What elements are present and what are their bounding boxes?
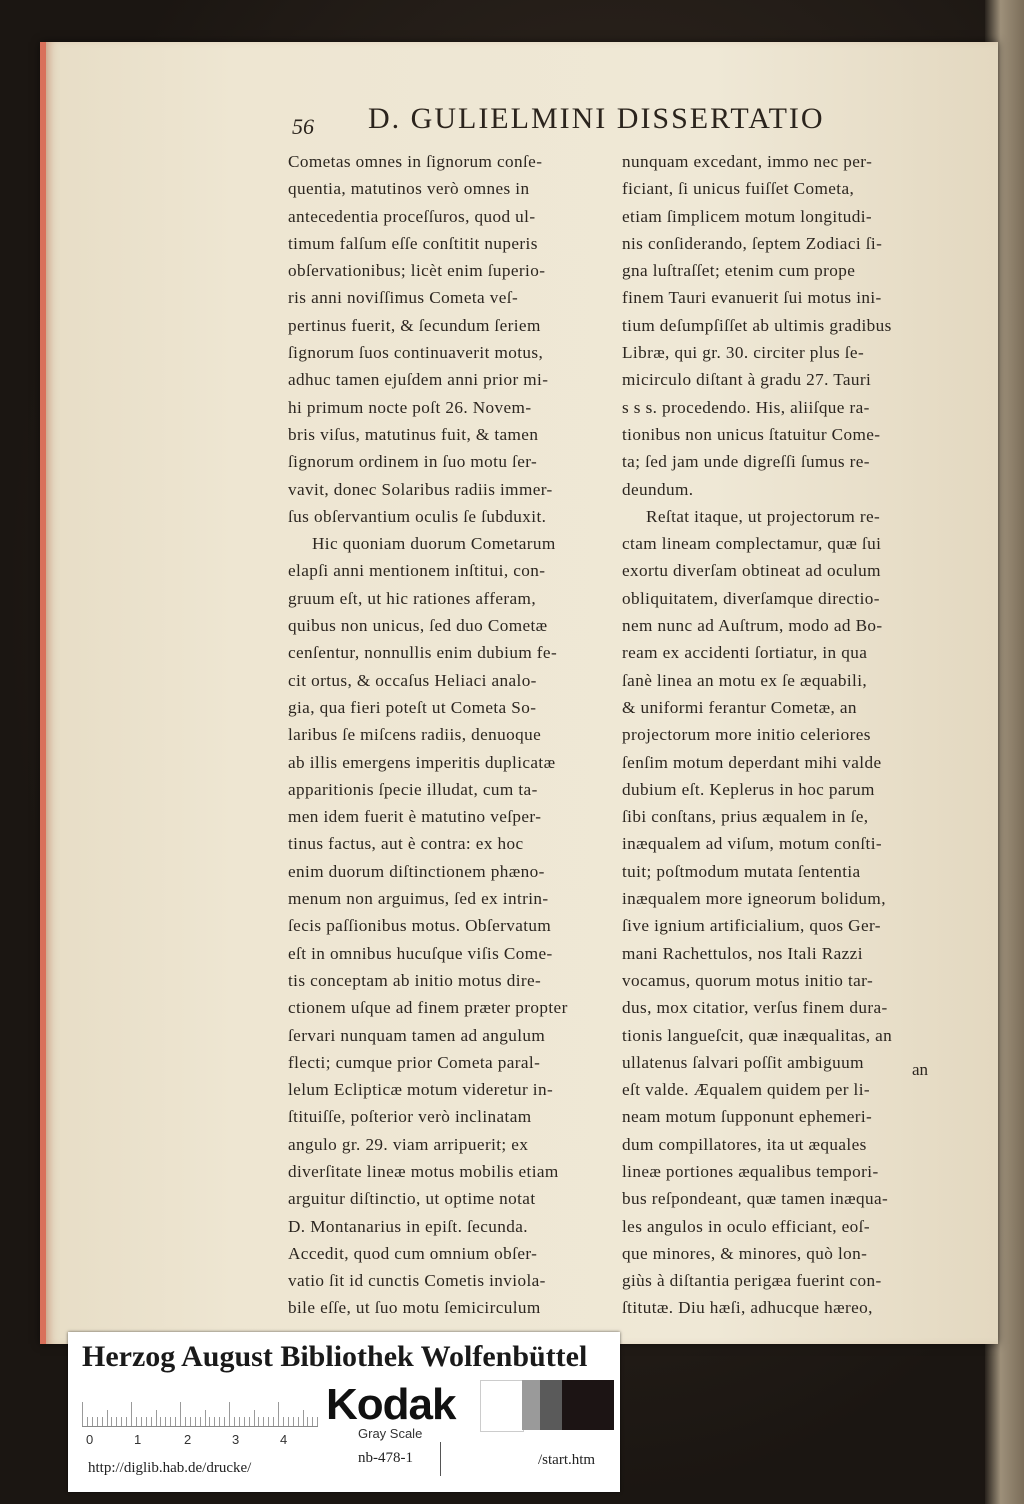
ruler-tick [121,1417,122,1426]
text-line: ſignorum ordinem in ſuo motu ſer- [288,452,538,472]
ruler-tick [195,1417,196,1426]
ruler-tick [307,1417,308,1426]
text-line: hi primum nocte poſt 26. Novem- [288,397,532,417]
text-line: ficiant, ſi unicus fuiſſet Cometa, [622,179,855,199]
text-line: timum falſum eſſe conſtitit nuperis [288,233,538,253]
ruler-tick [180,1402,181,1426]
text-line: quibus non unicus, ſed duo Cometæ [288,616,548,636]
text-line: dum compillatores, ita ut æquales [622,1134,867,1154]
text-line: diverſitate lineæ motus mobilis etiam [288,1161,559,1181]
ruler-tick [214,1417,215,1426]
text-line: ſive ignium artificialium, quos Ger- [622,916,881,936]
text-line: ſenſim motum deperdant mihi valde [622,752,882,772]
gray-swatch-mid [540,1380,562,1430]
ruler-number: 3 [232,1432,240,1447]
ruler-tick [82,1402,83,1426]
ruler-tick [126,1417,127,1426]
shelfmark: nb-478-1 [358,1450,413,1466]
text-line: antecedentia proceſſuros, quod ul- [288,206,536,226]
text-line: vatio ſit id cunctis Cometis inviola- [288,1271,546,1291]
text-line: apparitionis ſpecie illudat, cum ta- [288,779,538,799]
text-line: nem nunc ad Auſtrum, modo ad Bo- [622,616,883,636]
ruler-tick [244,1417,245,1426]
text-line: ſignorum ſuos continuaverit motus, [288,343,544,363]
page-header [292,100,852,144]
ruler-tick [209,1417,210,1426]
text-line: ſus obſervantium oculis ſe ſubduxit. [288,506,547,526]
gray-swatch-white [480,1380,524,1432]
ruler-tick [303,1410,304,1426]
text-line: quentia, matutinos verò omnes in [288,179,530,199]
text-line: ſecis paſſionibus motus. Obſervatum [288,916,552,936]
start-link: /start.htm [538,1452,596,1468]
ruler-tick [97,1417,98,1426]
text-line: & uniformi ferantur Cometæ, an [622,697,857,717]
text-line: vavit, donec Solaribus radiis immer- [288,479,553,499]
text-line: nunquam excedant, immo nec per- [622,152,873,171]
ruler-tick [288,1417,289,1426]
text-line: finem Tauri evanuerit ſui motus ini- [622,288,882,308]
text-line: Accedit, quod cum omnium obſer- [288,1243,538,1263]
text-line: vocamus, quorum motus initio tar- [622,970,874,990]
text-line: dus, mox citatior, verſus finem dura- [622,998,888,1018]
text-line: inæqualem more igneorum bolidum, [622,889,886,909]
ruler-tick [254,1410,255,1426]
ruler-tick [175,1417,176,1426]
text-line: obſervationibus; licèt enim ſuperio- [288,261,546,281]
text-line: deundum. [622,479,694,499]
text-line: tionis langueſcit, quæ inæqualitas, an [622,1025,893,1045]
gray-scale-label: Gray Scale [358,1426,423,1441]
text-line: tinus factus, aut è contra: ex hoc [288,834,524,854]
ruler-tick [136,1417,137,1426]
text-line: tium deſumpſiſſet ab ultimis gradibus [622,315,892,335]
text-line: gia, qua fieri poteſt ut Cometa So- [288,697,537,717]
ruler-tick [146,1417,147,1426]
catchword: an [912,1060,929,1079]
text-line: adhuc tamen ejuſdem anni prior mi- [288,370,549,390]
ruler-tick [156,1410,157,1426]
text-line: ta; ſed jam unde digreſſi ſumus re- [622,452,870,472]
diglib-url: http://diglib.hab.de/drucke/ [88,1460,252,1476]
ruler-tick [234,1417,235,1426]
text-line: les angulos in oculo efficiant, eoſ- [622,1216,870,1236]
text-line: eſt in omnibus hucuſque viſis Come- [288,943,553,963]
ruler-tick [263,1417,264,1426]
text-line: bris viſus, matutinus fuit, & tamen [288,424,539,444]
text-line: ris anni noviſſimus Cometa veſ- [288,288,519,308]
ruler-number: 1 [134,1432,142,1447]
text-line: tionibus non unicus ſtatuitur Come- [622,424,881,444]
text-line: ſtitutæ. Diu hæſi, adhucque hæreo, [622,1298,873,1318]
text-line: projectorum more initio celeriores [622,725,871,745]
text-line: ſtituiſſe, poſterior verò inclinatam [288,1107,532,1127]
text-line: gruum eſt, ut hic rationes afferam, [288,588,537,608]
ruler-tick [258,1417,259,1426]
text-line: tis conceptam ab initio motus dire- [288,970,542,990]
ruler-tick [107,1410,108,1426]
text-line: menum non arguimus, ſed ex intrin- [288,889,549,909]
ruler-tick [273,1417,274,1426]
ruler-tick [102,1417,103,1426]
ruler-tick [151,1417,152,1426]
text-line: gna luſtraſſet; etenim cum prope [622,261,856,281]
ruler-tick [268,1417,269,1426]
ruler-tick [141,1417,142,1426]
text-line: Libræ, qui gr. 30. circiter plus ſe- [622,343,865,363]
ruler-tick [205,1410,206,1426]
text-line: cenſentur, nonnullis enim dubium fe- [288,643,558,663]
page-number: 56 [292,114,314,139]
ruler-tick [190,1417,191,1426]
text-line: Reſtat itaque, ut projectorum re- [646,506,881,526]
text-line: s s s. procedendo. His, aliiſque ra- [622,397,870,417]
ruler-tick [219,1417,220,1426]
ruler-tick [249,1417,250,1426]
ruler-tick [92,1417,93,1426]
right-text-column [622,148,954,1322]
text-line: ream ex accidenti ſortiatur, in qua [622,643,868,663]
gray-swatch-dark [562,1380,614,1430]
ruler-number: 0 [86,1432,94,1447]
ruler-tick [165,1417,166,1426]
ruler-tick [278,1402,279,1426]
text-line: D. Montanarius in epiſt. ſecunda. [288,1216,528,1236]
text-line: ab illis emergens imperitis duplicatæ [288,752,556,772]
text-line: dubium eſt. Keplerus in hoc parum [622,779,875,799]
ruler-tick [283,1417,284,1426]
text-line: tuit; poſtmodum mutata ſententia [622,861,861,881]
ruler-tick [224,1417,225,1426]
ruler-tick [229,1402,230,1426]
ruler-tick [185,1417,186,1426]
text-line: men idem fuerit è matutino veſper- [288,807,542,827]
text-line: exortu diverſam obtineat ad oculum [622,561,881,581]
text-line: ſanè linea an motu ex ſe æquabili, [622,670,868,690]
text-line: Cometas omnes in ſignorum conſe- [288,152,543,171]
ruler-tick [160,1417,161,1426]
scale-ruler [82,1396,318,1427]
text-line: flecti; cumque prior Cometa paral- [288,1052,541,1072]
text-line: ſervari nunquam tamen ad angulum [288,1025,546,1045]
text-line: pertinus fuerit, & ſecundum ſeriem [288,315,541,335]
text-line: ſibi conſtans, prius æqualem in ſe, [622,807,869,827]
text-line: angulo gr. 29. viam arripuerit; ex [288,1134,529,1154]
label-divider [440,1442,441,1476]
ruler-tick [131,1402,132,1426]
text-line: nis conſiderando, ſeptem Zodiaci ſi- [622,233,883,253]
text-line: obliquitatem, diverſamque directio- [622,588,880,608]
text-line: micirculo diſtant à gradu 27. Tauri [622,370,872,390]
text-line: elapſi anni mentionem inſtitui, con- [288,561,546,581]
text-line: bus reſpondeant, quæ tamen inæqua- [622,1189,889,1209]
text-line: ctam lineam complectamur, quæ ſui [622,534,882,554]
text-line: eſt valde. Æqualem quidem per li- [622,1080,871,1100]
ruler-tick [170,1417,171,1426]
text-line: que minores, & minores, quò lon- [622,1243,868,1263]
text-line: laribus ſe miſcens radiis, denuoque [288,725,542,745]
text-line: neam motum ſupponunt ephemeri- [622,1107,873,1127]
text-line: mani Rachettulos, nos Itali Razzi [622,943,863,963]
text-line: etiam ſimplicem motum longitudi- [622,206,873,226]
ruler-tick [111,1417,112,1426]
text-line: ctionem uſque ad finem præter propter [288,998,568,1018]
text-line: ullatenus ſalvari poſſit ambiguum [622,1052,864,1072]
text-line: giùs à diſtantia perigæa fuerint con- [622,1271,882,1291]
ruler-number: 2 [184,1432,192,1447]
text-line: inæqualem ad viſum, motum conſti- [622,834,883,854]
ruler-tick [116,1417,117,1426]
ruler-number: 4 [280,1432,288,1447]
ruler-tick [293,1417,294,1426]
ruler-tick [200,1417,201,1426]
text-line: enim duorum diſtinctionem phæno- [288,861,545,881]
kodak-logo: Kodak [326,1380,456,1429]
ruler-tick [87,1417,88,1426]
running-title: D. GULIELMINI DISSERTATIO [368,102,825,135]
left-text-column [288,148,606,1322]
library-label-card [68,1332,620,1492]
ruler-tick [317,1417,318,1426]
ruler-tick [239,1417,240,1426]
text-line: arguitur diſtinctio, ut optime notat [288,1189,536,1209]
text-line: bile eſſe, ut ſuo motu ſemicirculum [288,1298,541,1318]
ruler-tick [298,1417,299,1426]
library-name: Herzog August Bibliothek Wolfenbüttel [82,1340,588,1373]
text-line: lineæ portiones æqualibus tempori- [622,1161,879,1181]
ruler-tick [312,1417,313,1426]
text-line: lelum Eclipticæ motum videretur in- [288,1080,554,1100]
text-line: Hic quoniam duorum Cometarum [312,534,556,554]
text-line: cit ortus, & occaſus Heliaci analo- [288,670,537,690]
gray-swatch-light [522,1380,540,1430]
